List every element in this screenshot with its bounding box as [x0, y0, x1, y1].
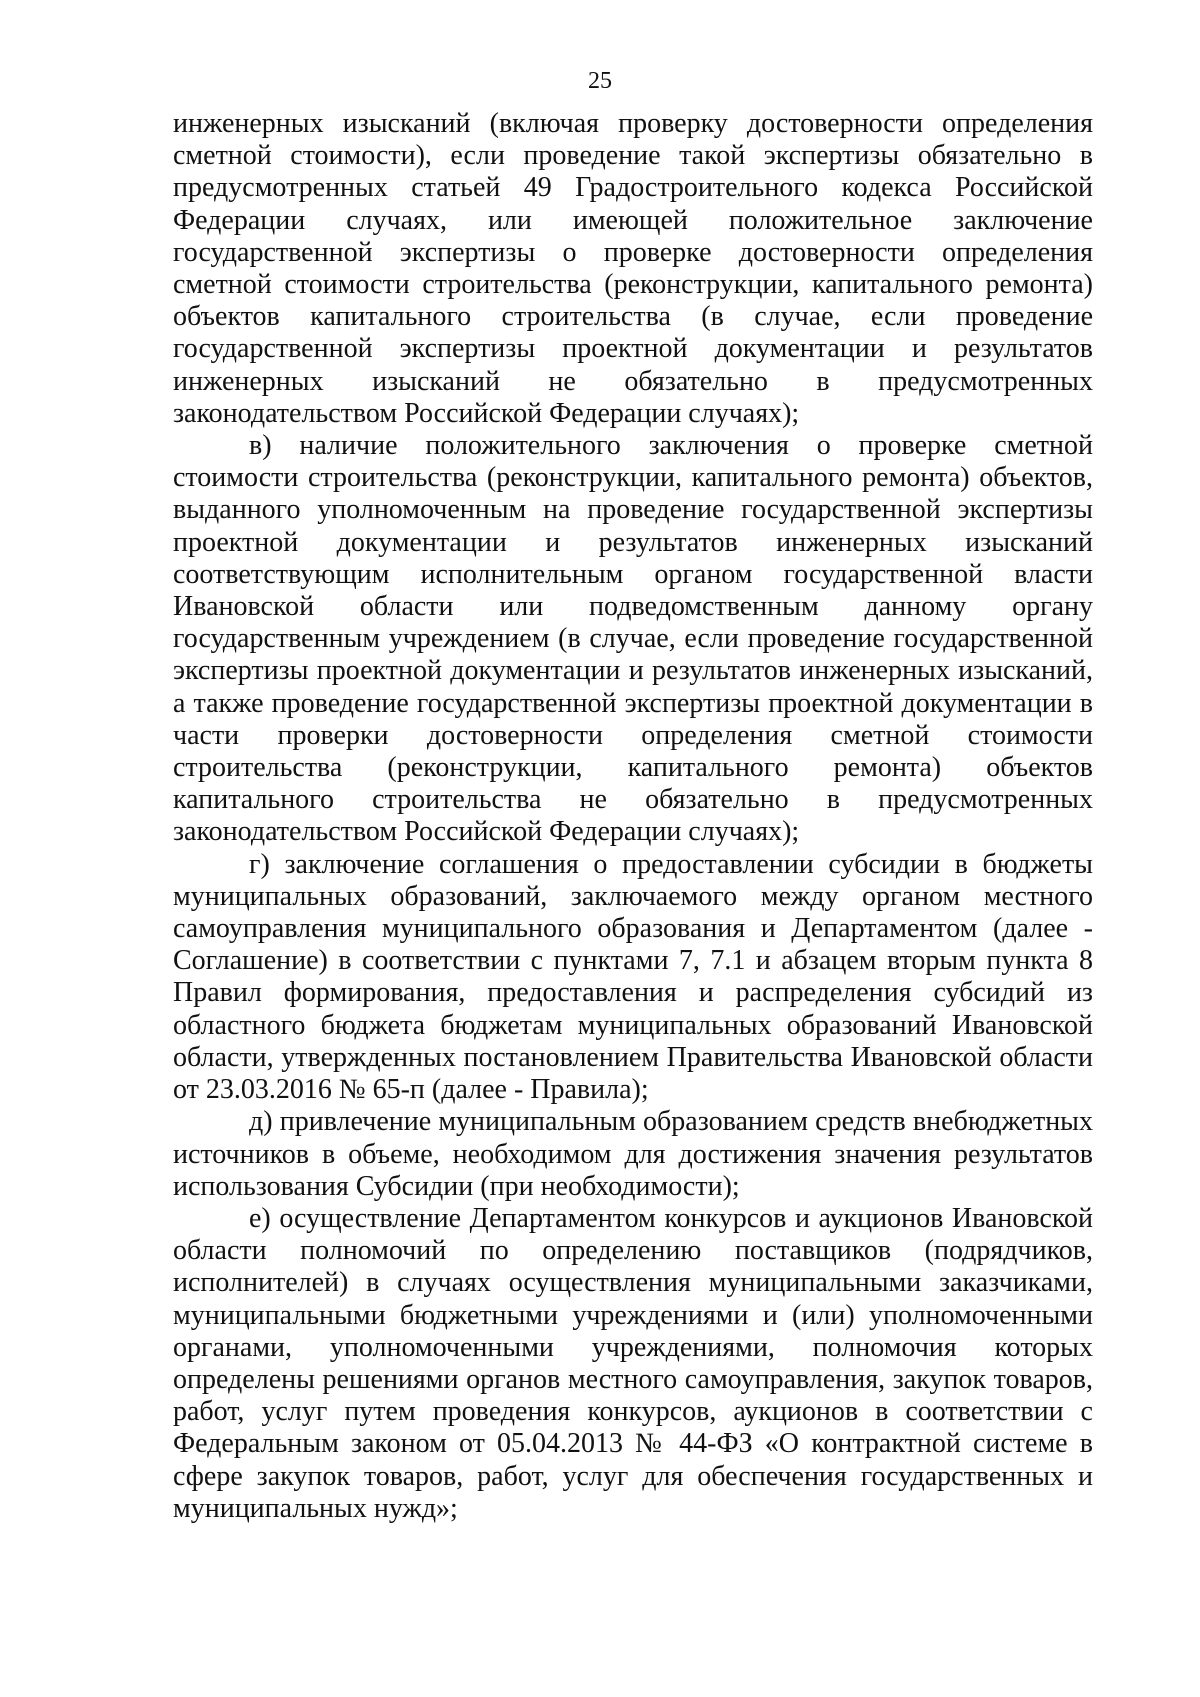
paragraph-continuation: инженерных изысканий (включая проверку достоверности определения сметной стоимости), если проведение такой экспертизы обязательно в предусмотренных статьей 49 Градостроительного кодекса Российской Федерации случаях, или имеющей положительное заключение государственной экспертизы о проверке достоверности определения сметной стоимости строительства (реконструкции, капитального ремонта) объектов капитального строительства (в случае, если проведение государственной экспертизы проектной документации и результатов инженерных изысканий не обязательно в предусмотренных законодательством Российской Федерации случаях);: [173, 108, 1093, 429]
paragraph-item-v: в) наличие положительного заключения о проверке сметной стоимости строительства (реконструкции, капитального ремонта) объектов, выданного уполномоченным на проведение государственной экспертизы проектной документации и результатов инженерных изысканий соответствующим исполнительным органом государственной власти Ивановской области или подведомственным данному органу государственным учреждением (в случае, если проведение государственной экспертизы проектной документации и результатов инженерных изысканий, а также проведение государственной экспертизы проектной документации в части проверки достоверности определения сметной стоимости строительства (реконструкции, капитального ремонта) объектов капитального строительства не обязательно в предусмотренных законодательством Российской Федерации случаях);: [173, 430, 1093, 848]
paragraph-item-g: г) заключение соглашения о предоставлении субсидии в бюджеты муниципальных образований, заключаемого между органом местного самоуправления муниципального образования и Департаментом (далее - Соглашение) в соответствии с пунктами 7, 7.1 и абзацем вторым пункта 8 Правил формирования, предоставления и распределения субсидий из областного бюджета бюджетам муниципальных образований Ивановской области, утвержденных постановлением Правительства Ивановской области от 23.03.2016 № 65-п (далее - Правила);: [173, 848, 1093, 1106]
paragraph-item-e: е) осуществление Департаментом конкурсов и аукционов Ивановской области полномочий по определению поставщиков (подрядчиков, исполнителей) в случаях осуществления муниципальными заказчиками, муниципальными бюджетными учреждениями и (или) уполномоченными органами, уполномоченными учреждениями, полномочия которых определены решениями органов местного самоуправления, закупок товаров, работ, услуг путем проведения конкурсов, аукционов в соответствии с Федеральным законом от 05.04.2013 № 44-ФЗ «О контрактной системе в сфере закупок товаров, работ, услуг для обеспечения государственных и муниципальных нужд»;: [173, 1202, 1093, 1524]
document-body: [173, 108, 1093, 1525]
paragraph-item-d: д) привлечение муниципальным образованием средств внебюджетных источников в объеме, необходимом для достижения значения результатов использования Субсидии (при необходимости);: [173, 1106, 1093, 1202]
page-number: 25: [588, 68, 612, 94]
